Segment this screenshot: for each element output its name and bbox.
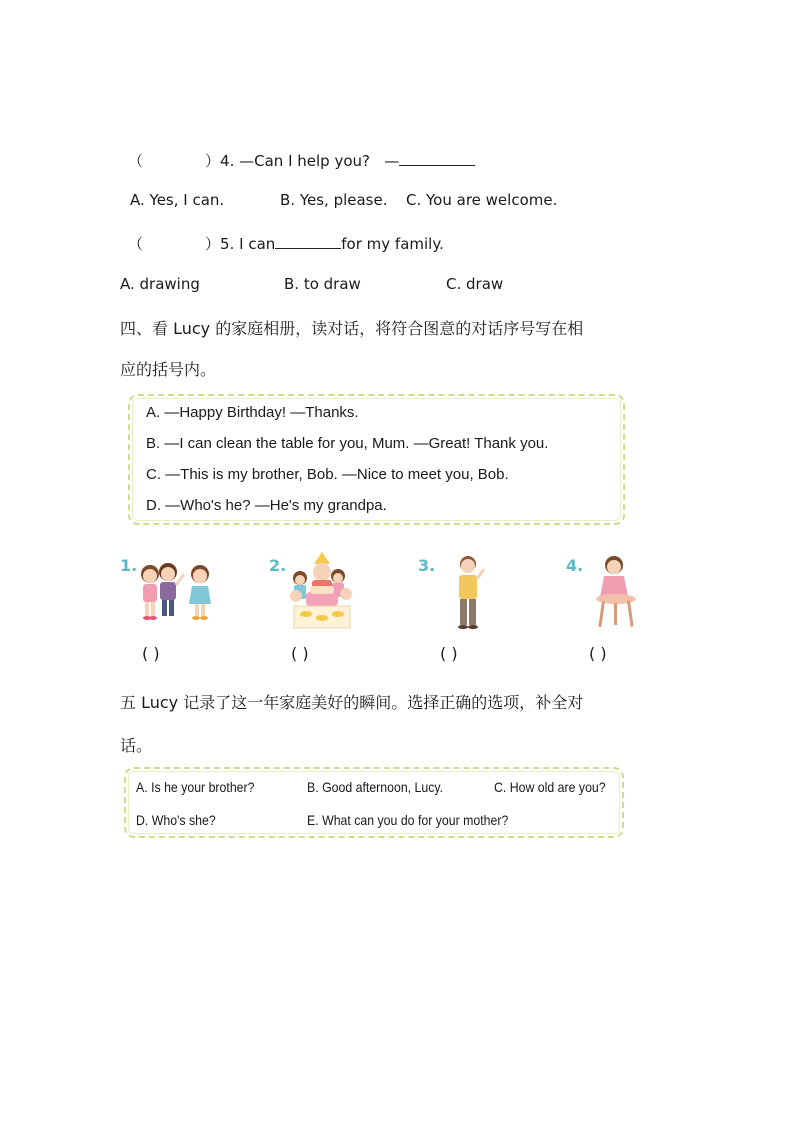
option-b: B. Yes, please.: [280, 191, 388, 209]
answer-blank[interactable]: [399, 151, 475, 166]
answer-paren-picture-2[interactable]: ( ): [291, 644, 309, 663]
option-c: C. draw: [446, 275, 504, 293]
answer-paren-close: ）: [205, 235, 221, 253]
answer-paren-close: ）: [205, 152, 221, 170]
option-e: E. What can you do for your mother?: [307, 812, 509, 828]
dialogue-d: D. —Who's he? —He's my grandpa.: [146, 497, 387, 514]
reply-dash: —: [384, 152, 400, 170]
option-a: A. Yes, I can.: [130, 191, 225, 209]
question-text-before: I can: [239, 235, 276, 253]
dialogue-a: A. —Happy Birthday! —Thanks.: [146, 404, 359, 421]
answer-paren-picture-1[interactable]: ( ): [142, 644, 160, 663]
section-4-title-line1: 四、看 Lucy 的家庭相册，读对话，将符合图意的对话序号写在相: [120, 319, 584, 338]
question-5: [128, 233, 444, 254]
option-b: B. Good afternoon, Lucy.: [307, 779, 444, 795]
picture-1-kids-illustration: [138, 560, 218, 626]
option-a: A. Is he your brother?: [136, 779, 255, 795]
answer-paren-picture-3[interactable]: ( ): [440, 644, 458, 663]
question-number: 5.: [220, 235, 235, 253]
option-b: B. to draw: [284, 275, 361, 293]
answer-paren-open: （: [128, 235, 144, 253]
option-a: A. drawing: [120, 275, 200, 293]
option-c: C. How old are you?: [494, 779, 606, 795]
picture-2-birthday-illustration: [290, 552, 354, 632]
answer-paren-open: （: [128, 152, 144, 170]
answer-blank[interactable]: [275, 234, 341, 249]
question-text: —Can I help you?: [239, 152, 370, 170]
picture-4-girl-table-illustration: [594, 555, 640, 631]
answer-paren-picture-4[interactable]: ( ): [589, 644, 607, 663]
question-text-after: for my family.: [341, 235, 444, 253]
section-5-title-line2: 话。: [120, 736, 153, 755]
picture-number-2: 2.: [269, 556, 287, 575]
section-4-title-line2: 应的括号内。: [120, 360, 217, 379]
picture-number-1: 1.: [120, 556, 138, 575]
picture-number-3: 3.: [418, 556, 436, 575]
question-4: [128, 150, 475, 171]
dialogue-c: C. —This is my brother, Bob. —Nice to meet you, Bob.: [146, 466, 509, 483]
question-number: 4.: [220, 152, 235, 170]
option-c: C. You are welcome.: [406, 191, 558, 209]
section-5-title-line1: 五 Lucy 记录了这一年家庭美好的瞬间。选择正确的选项，补全对: [120, 693, 584, 712]
dialogue-b: B. —I can clean the table for you, Mum. —Great! Thank you.: [146, 435, 549, 452]
option-d: D. Who's she?: [136, 812, 216, 828]
picture-3-grandpa-illustration: [450, 555, 490, 631]
picture-number-4: 4.: [566, 556, 584, 575]
